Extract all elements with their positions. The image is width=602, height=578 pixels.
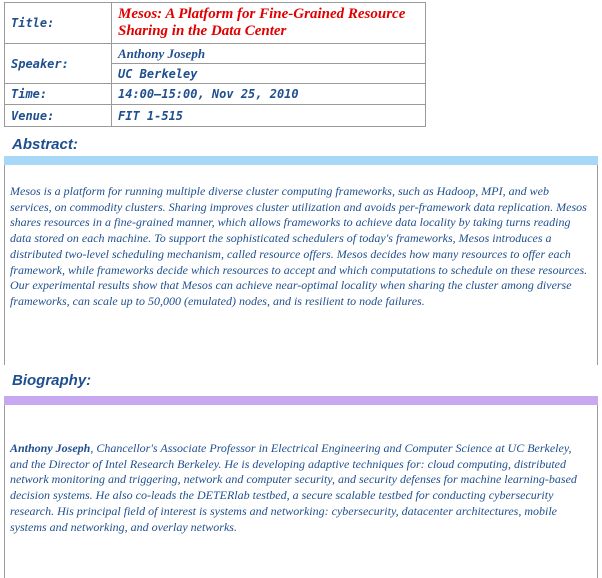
venue-label: Venue: <box>5 105 112 127</box>
speaker-label: Speaker: <box>5 44 112 84</box>
talk-time: 14:00–15:00, Nov 25, 2010 <box>112 84 426 105</box>
speaker-affiliation: UC Berkeley <box>112 64 426 84</box>
biography-paragraph <box>10 441 590 535</box>
biography-name: Anthony Joseph <box>10 441 91 455</box>
biography-heading: Biography: <box>12 372 92 389</box>
talk-venue: FIT 1-515 <box>112 105 426 127</box>
title-label: Title: <box>5 3 112 44</box>
talk-title: Mesos: A Platform for Fine-Grained Resource Sharing in the Data Center <box>112 3 426 44</box>
abstract-text: Mesos is a platform for running multiple diverse cluster computing frameworks, such as Hadoop, MPI, and web services, on commodity clusters. Sharing improves cluster utilization and avoids per-framework data replication. Mesos shares resources in a fine-grained manner, which allows frameworks to achieve data locality by taking turns reading data stored on each machine. To support the sophisticated schedulers of today's frameworks, Mesos introduces a distributed two-level scheduling mechanism, called resource offers. Mesos decides how many resources to offer each framework, while frameworks decide which resources to accept and which computations to schedule on these resources. Our experimental results show that Mesos can achieve near-optimal locality when sharing the cluster among diverse frameworks, can scale up to 50,000 (emulated) nodes, and is resilient to node failures. <box>10 184 588 308</box>
biography-text: , Chancellor's Associate Professor in Electrical Engineering and Computer Science at UC Berkeley, and the Director of Intel Research Berkeley. He is developing adaptive techniques for: cloud computing, distributed network monitoring and triggering, network and computer security, and security defenses for machine learning-based decision systems. He also co-leads the DETERlab testbed, a secure scalable testbed for conducting cybersecurity research. His principal field of interest is systems and networking: cybersecurity, datacenter architectures, mobile systems and networking, and overlay networks. <box>10 441 577 534</box>
biography-divider <box>4 396 598 405</box>
speaker-name: Anthony Joseph <box>112 44 426 64</box>
talk-info-table <box>4 2 426 127</box>
abstract-divider <box>4 156 598 165</box>
time-label: Time: <box>5 84 112 105</box>
abstract-heading: Abstract: <box>12 136 78 153</box>
